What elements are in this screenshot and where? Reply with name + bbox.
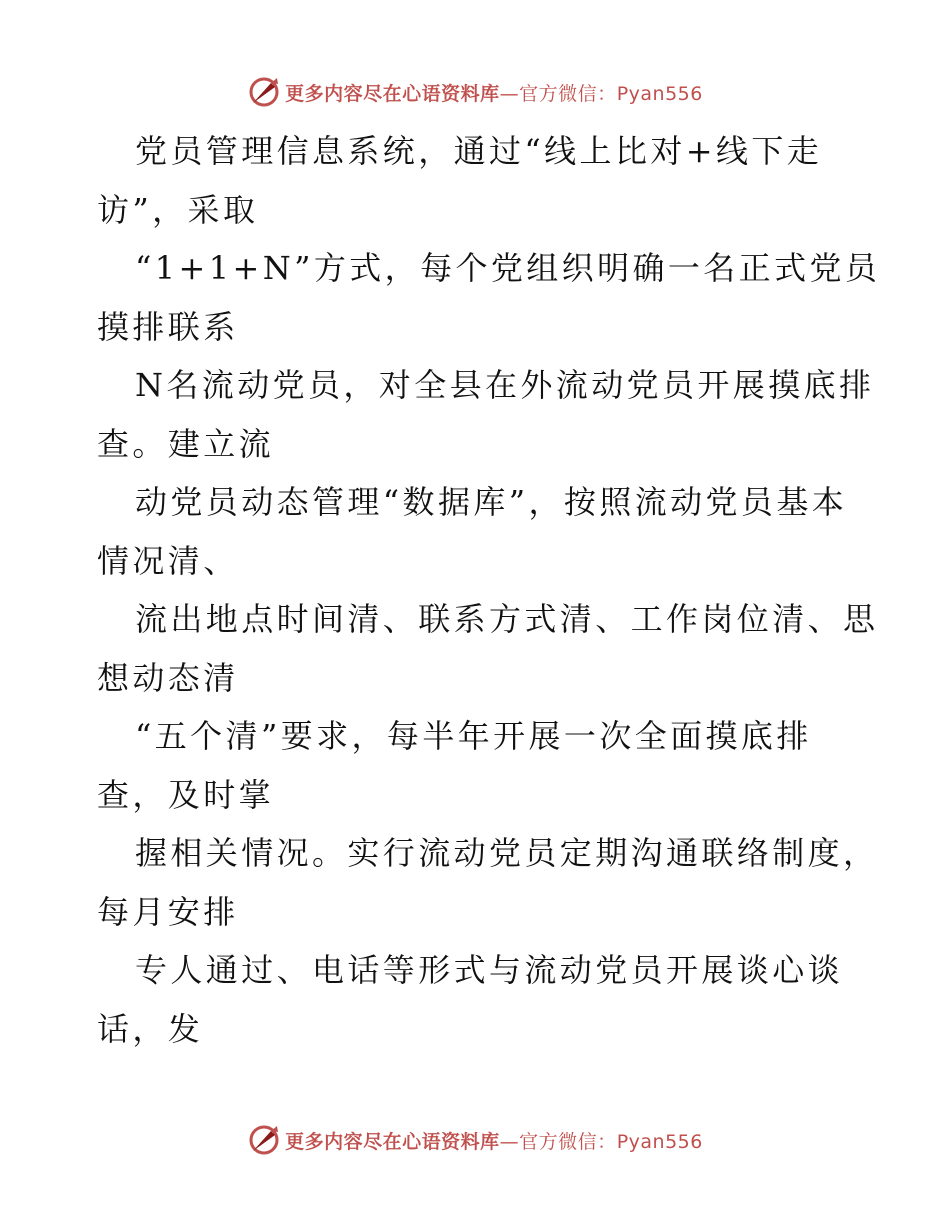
paragraph-line: 摸排联系 (97, 307, 239, 346)
paragraph (97, 707, 877, 824)
paragraph-line: 想动态清 (97, 658, 239, 697)
watermark-text (285, 1127, 703, 1154)
paragraph-line: 情况清、 (97, 541, 239, 580)
paragraph-line: 查，及时掌 (97, 775, 275, 814)
watermark-wechat-label: 官方微信： (519, 1130, 617, 1153)
document-body (97, 122, 881, 1058)
quill-logo-icon (247, 75, 281, 109)
paragraph-line: 党员管理信息系统，通过“线上比对+线下走 (135, 132, 823, 170)
paragraph (97, 941, 877, 1058)
watermark-text (285, 79, 703, 106)
watermark-wechat-label: 官方微信： (519, 82, 617, 105)
paragraph (97, 356, 877, 473)
watermark-site-text: 更多内容尽在心语资料库 (285, 82, 500, 105)
watermark-site-text: 更多内容尽在心语资料库 (285, 1130, 500, 1153)
paragraph-line: 查。建立流 (97, 424, 275, 463)
watermark-wechat-id: Pyan556 (616, 1130, 703, 1153)
paragraph-line: 流出地点时间清、联系方式清、工作岗位清、思 (135, 600, 879, 638)
footer-watermark (0, 1120, 950, 1160)
watermark-wechat-id: Pyan556 (616, 82, 703, 105)
quill-logo-icon (247, 1123, 281, 1157)
paragraph (97, 239, 881, 356)
header-watermark (0, 72, 950, 112)
paragraph-line: N名流动党员，对全县在外流动党员开展摸底排 (135, 366, 875, 404)
paragraph-line: 握相关情况。实行流动党员定期沟通联络制度， (135, 834, 879, 872)
watermark-dash: — (499, 1130, 520, 1153)
watermark-dash: — (499, 82, 520, 105)
paragraph-line: 每月安排 (97, 892, 239, 931)
paragraph (97, 590, 877, 707)
paragraph-line: 话，发 (97, 1009, 204, 1048)
paragraph-line: “1+1+N”方式，每个党组织明确一名正式党员 (135, 249, 881, 287)
paragraph-line: 访”，采取 (97, 190, 259, 229)
paragraph-line: 动党员动态管理“数据库”，按照流动党员基本 (135, 483, 848, 521)
paragraph (97, 824, 877, 941)
paragraph (97, 122, 877, 239)
paragraph-line: 专人通过、电话等形式与流动党员开展谈心谈 (135, 951, 844, 989)
paragraph-line: “五个清”要求，每半年开展一次全面摸底排 (135, 717, 812, 755)
paragraph (97, 473, 877, 590)
